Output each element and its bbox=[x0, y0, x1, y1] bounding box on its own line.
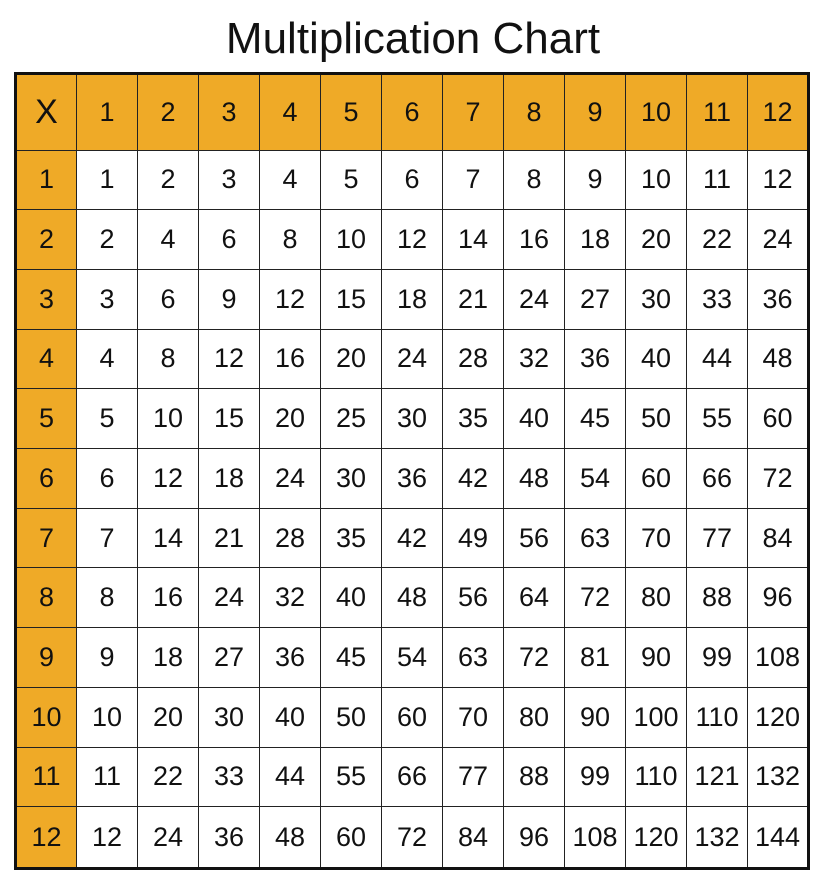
product-cell: 42 bbox=[382, 508, 443, 568]
product-cell: 60 bbox=[382, 687, 443, 747]
product-cell: 77 bbox=[443, 747, 504, 807]
product-cell: 8 bbox=[260, 210, 321, 270]
product-cell: 18 bbox=[565, 210, 626, 270]
product-cell: 90 bbox=[565, 687, 626, 747]
product-cell: 70 bbox=[443, 687, 504, 747]
corner-cell: X bbox=[16, 74, 77, 151]
column-header: 8 bbox=[504, 74, 565, 151]
product-cell: 28 bbox=[443, 329, 504, 389]
product-cell: 10 bbox=[321, 210, 382, 270]
product-cell: 11 bbox=[687, 150, 748, 210]
product-cell: 48 bbox=[748, 329, 809, 389]
product-cell: 90 bbox=[626, 628, 687, 688]
column-header: 2 bbox=[138, 74, 199, 151]
row-header: 1 bbox=[16, 150, 77, 210]
product-cell: 84 bbox=[443, 807, 504, 869]
table-row bbox=[16, 269, 809, 329]
product-cell: 132 bbox=[748, 747, 809, 807]
row-header: 2 bbox=[16, 210, 77, 270]
product-cell: 12 bbox=[77, 807, 138, 869]
product-cell: 28 bbox=[260, 508, 321, 568]
product-cell: 32 bbox=[504, 329, 565, 389]
product-cell: 110 bbox=[626, 747, 687, 807]
product-cell: 9 bbox=[199, 269, 260, 329]
product-cell: 80 bbox=[626, 568, 687, 628]
product-cell: 5 bbox=[77, 389, 138, 449]
product-cell: 72 bbox=[504, 628, 565, 688]
product-cell: 100 bbox=[626, 687, 687, 747]
product-cell: 15 bbox=[321, 269, 382, 329]
table-row bbox=[16, 508, 809, 568]
row-header: 7 bbox=[16, 508, 77, 568]
product-cell: 33 bbox=[687, 269, 748, 329]
product-cell: 5 bbox=[321, 150, 382, 210]
product-cell: 42 bbox=[443, 449, 504, 509]
column-header: 3 bbox=[199, 74, 260, 151]
product-cell: 110 bbox=[687, 687, 748, 747]
product-cell: 30 bbox=[321, 449, 382, 509]
product-cell: 10 bbox=[77, 687, 138, 747]
column-header: 1 bbox=[77, 74, 138, 151]
row-header: 6 bbox=[16, 449, 77, 509]
product-cell: 48 bbox=[260, 807, 321, 869]
product-cell: 25 bbox=[321, 389, 382, 449]
product-cell: 7 bbox=[443, 150, 504, 210]
product-cell: 40 bbox=[504, 389, 565, 449]
product-cell: 96 bbox=[504, 807, 565, 869]
product-cell: 15 bbox=[199, 389, 260, 449]
product-cell: 24 bbox=[382, 329, 443, 389]
product-cell: 10 bbox=[138, 389, 199, 449]
product-cell: 84 bbox=[748, 508, 809, 568]
product-cell: 35 bbox=[321, 508, 382, 568]
product-cell: 9 bbox=[77, 628, 138, 688]
column-header: 11 bbox=[687, 74, 748, 151]
product-cell: 4 bbox=[77, 329, 138, 389]
product-cell: 54 bbox=[565, 449, 626, 509]
product-cell: 16 bbox=[260, 329, 321, 389]
product-cell: 18 bbox=[199, 449, 260, 509]
product-cell: 3 bbox=[199, 150, 260, 210]
product-cell: 64 bbox=[504, 568, 565, 628]
product-cell: 27 bbox=[199, 628, 260, 688]
product-cell: 44 bbox=[687, 329, 748, 389]
product-cell: 40 bbox=[260, 687, 321, 747]
product-cell: 20 bbox=[260, 389, 321, 449]
row-header: 8 bbox=[16, 568, 77, 628]
product-cell: 12 bbox=[199, 329, 260, 389]
product-cell: 24 bbox=[504, 269, 565, 329]
product-cell: 12 bbox=[748, 150, 809, 210]
product-cell: 6 bbox=[382, 150, 443, 210]
table-row bbox=[16, 628, 809, 688]
table-row bbox=[16, 747, 809, 807]
product-cell: 56 bbox=[504, 508, 565, 568]
chart-title: Multiplication Chart bbox=[225, 14, 601, 63]
product-cell: 60 bbox=[321, 807, 382, 869]
product-cell: 18 bbox=[138, 628, 199, 688]
product-cell: 21 bbox=[199, 508, 260, 568]
table-row bbox=[16, 807, 809, 869]
product-cell: 36 bbox=[748, 269, 809, 329]
column-header: 6 bbox=[382, 74, 443, 151]
product-cell: 88 bbox=[687, 568, 748, 628]
product-cell: 36 bbox=[382, 449, 443, 509]
table-row bbox=[16, 687, 809, 747]
product-cell: 72 bbox=[382, 807, 443, 869]
product-cell: 4 bbox=[260, 150, 321, 210]
product-cell: 22 bbox=[138, 747, 199, 807]
product-cell: 24 bbox=[260, 449, 321, 509]
product-cell: 7 bbox=[77, 508, 138, 568]
product-cell: 9 bbox=[565, 150, 626, 210]
product-cell: 54 bbox=[382, 628, 443, 688]
product-cell: 35 bbox=[443, 389, 504, 449]
product-cell: 60 bbox=[626, 449, 687, 509]
product-cell: 49 bbox=[443, 508, 504, 568]
product-cell: 50 bbox=[321, 687, 382, 747]
product-cell: 99 bbox=[565, 747, 626, 807]
table-row bbox=[16, 449, 809, 509]
product-cell: 99 bbox=[687, 628, 748, 688]
product-cell: 144 bbox=[748, 807, 809, 869]
product-cell: 40 bbox=[321, 568, 382, 628]
row-header: 11 bbox=[16, 747, 77, 807]
product-cell: 44 bbox=[260, 747, 321, 807]
product-cell: 50 bbox=[626, 389, 687, 449]
product-cell: 8 bbox=[138, 329, 199, 389]
product-cell: 33 bbox=[199, 747, 260, 807]
product-cell: 30 bbox=[626, 269, 687, 329]
row-header: 10 bbox=[16, 687, 77, 747]
column-header: 4 bbox=[260, 74, 321, 151]
product-cell: 1 bbox=[77, 150, 138, 210]
product-cell: 8 bbox=[77, 568, 138, 628]
row-header: 4 bbox=[16, 329, 77, 389]
product-cell: 6 bbox=[138, 269, 199, 329]
table-row bbox=[16, 329, 809, 389]
product-cell: 60 bbox=[748, 389, 809, 449]
product-cell: 63 bbox=[565, 508, 626, 568]
product-cell: 16 bbox=[138, 568, 199, 628]
row-header: 5 bbox=[16, 389, 77, 449]
product-cell: 12 bbox=[138, 449, 199, 509]
header-row bbox=[16, 74, 809, 151]
product-cell: 108 bbox=[565, 807, 626, 869]
product-cell: 6 bbox=[199, 210, 260, 270]
product-cell: 55 bbox=[321, 747, 382, 807]
product-cell: 120 bbox=[626, 807, 687, 869]
product-cell: 24 bbox=[138, 807, 199, 869]
table-row bbox=[16, 150, 809, 210]
column-header: 10 bbox=[626, 74, 687, 151]
product-cell: 45 bbox=[565, 389, 626, 449]
product-cell: 70 bbox=[626, 508, 687, 568]
product-cell: 18 bbox=[382, 269, 443, 329]
product-cell: 80 bbox=[504, 687, 565, 747]
product-cell: 77 bbox=[687, 508, 748, 568]
product-cell: 72 bbox=[565, 568, 626, 628]
product-cell: 2 bbox=[138, 150, 199, 210]
table-row bbox=[16, 210, 809, 270]
product-cell: 88 bbox=[504, 747, 565, 807]
product-cell: 36 bbox=[565, 329, 626, 389]
product-cell: 27 bbox=[565, 269, 626, 329]
product-cell: 3 bbox=[77, 269, 138, 329]
product-cell: 24 bbox=[748, 210, 809, 270]
product-cell: 20 bbox=[626, 210, 687, 270]
product-cell: 30 bbox=[382, 389, 443, 449]
product-cell: 121 bbox=[687, 747, 748, 807]
product-cell: 12 bbox=[382, 210, 443, 270]
product-cell: 120 bbox=[748, 687, 809, 747]
product-cell: 2 bbox=[77, 210, 138, 270]
product-cell: 20 bbox=[138, 687, 199, 747]
product-cell: 36 bbox=[260, 628, 321, 688]
product-cell: 36 bbox=[199, 807, 260, 869]
product-cell: 24 bbox=[199, 568, 260, 628]
product-cell: 66 bbox=[687, 449, 748, 509]
column-header: 12 bbox=[748, 74, 809, 151]
product-cell: 96 bbox=[748, 568, 809, 628]
product-cell: 11 bbox=[77, 747, 138, 807]
product-cell: 8 bbox=[504, 150, 565, 210]
product-cell: 30 bbox=[199, 687, 260, 747]
product-cell: 55 bbox=[687, 389, 748, 449]
product-cell: 56 bbox=[443, 568, 504, 628]
product-cell: 6 bbox=[77, 449, 138, 509]
product-cell: 81 bbox=[565, 628, 626, 688]
column-header: 7 bbox=[443, 74, 504, 151]
product-cell: 72 bbox=[748, 449, 809, 509]
product-cell: 16 bbox=[504, 210, 565, 270]
product-cell: 108 bbox=[748, 628, 809, 688]
product-cell: 32 bbox=[260, 568, 321, 628]
product-cell: 4 bbox=[138, 210, 199, 270]
product-cell: 132 bbox=[687, 807, 748, 869]
product-cell: 22 bbox=[687, 210, 748, 270]
product-cell: 66 bbox=[382, 747, 443, 807]
row-header: 9 bbox=[16, 628, 77, 688]
product-cell: 63 bbox=[443, 628, 504, 688]
column-header: 5 bbox=[321, 74, 382, 151]
product-cell: 40 bbox=[626, 329, 687, 389]
product-cell: 45 bbox=[321, 628, 382, 688]
product-cell: 10 bbox=[626, 150, 687, 210]
multiplication-table bbox=[14, 72, 810, 870]
product-cell: 12 bbox=[260, 269, 321, 329]
column-header: 9 bbox=[565, 74, 626, 151]
product-cell: 20 bbox=[321, 329, 382, 389]
product-cell: 14 bbox=[443, 210, 504, 270]
product-cell: 21 bbox=[443, 269, 504, 329]
product-cell: 48 bbox=[504, 449, 565, 509]
table-row bbox=[16, 568, 809, 628]
row-header: 12 bbox=[16, 807, 77, 869]
row-header: 3 bbox=[16, 269, 77, 329]
product-cell: 14 bbox=[138, 508, 199, 568]
table-row bbox=[16, 389, 809, 449]
product-cell: 48 bbox=[382, 568, 443, 628]
